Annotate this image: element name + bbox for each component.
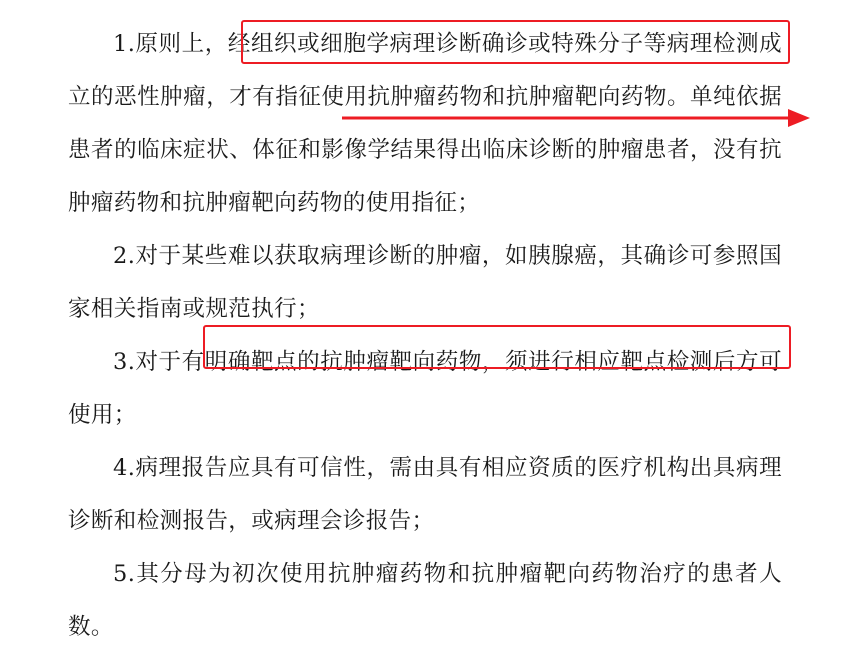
paragraph-item-5: 5.其分母为初次使用抗肿瘤药物和抗肿瘤靶向药物治疗的患者人数。 (68, 561, 782, 640)
paragraph-item-2: 2.对于某些难以获取病理诊断的肿瘤，如胰腺癌，其确诊可参照国家相关指南或规范执行； (68, 243, 782, 322)
paragraph-item-3: 3.对于有明确靶点的抗肿瘤靶向药物，须进行相应靶点检测后方可使用； (68, 349, 782, 428)
paragraph-item-1: 1.原则上，经组织或细胞学病理诊断确诊或特殊分子等病理检测成立的恶性肿瘤，才有指征使用抗肿瘤药物和抗肿瘤靶向药物。单纯依据患者的临床症状、体征和影像学结果得出临床诊断的肿瘤患者，没有抗肿瘤药物和抗肿瘤靶向药物的使用指征； (68, 31, 782, 216)
document-body (68, 18, 782, 654)
paragraph-item-4: 4.病理报告应具有可信性，需由具有相应资质的医疗机构出具病理诊断和检测报告，或病理会诊报告； (68, 455, 782, 534)
